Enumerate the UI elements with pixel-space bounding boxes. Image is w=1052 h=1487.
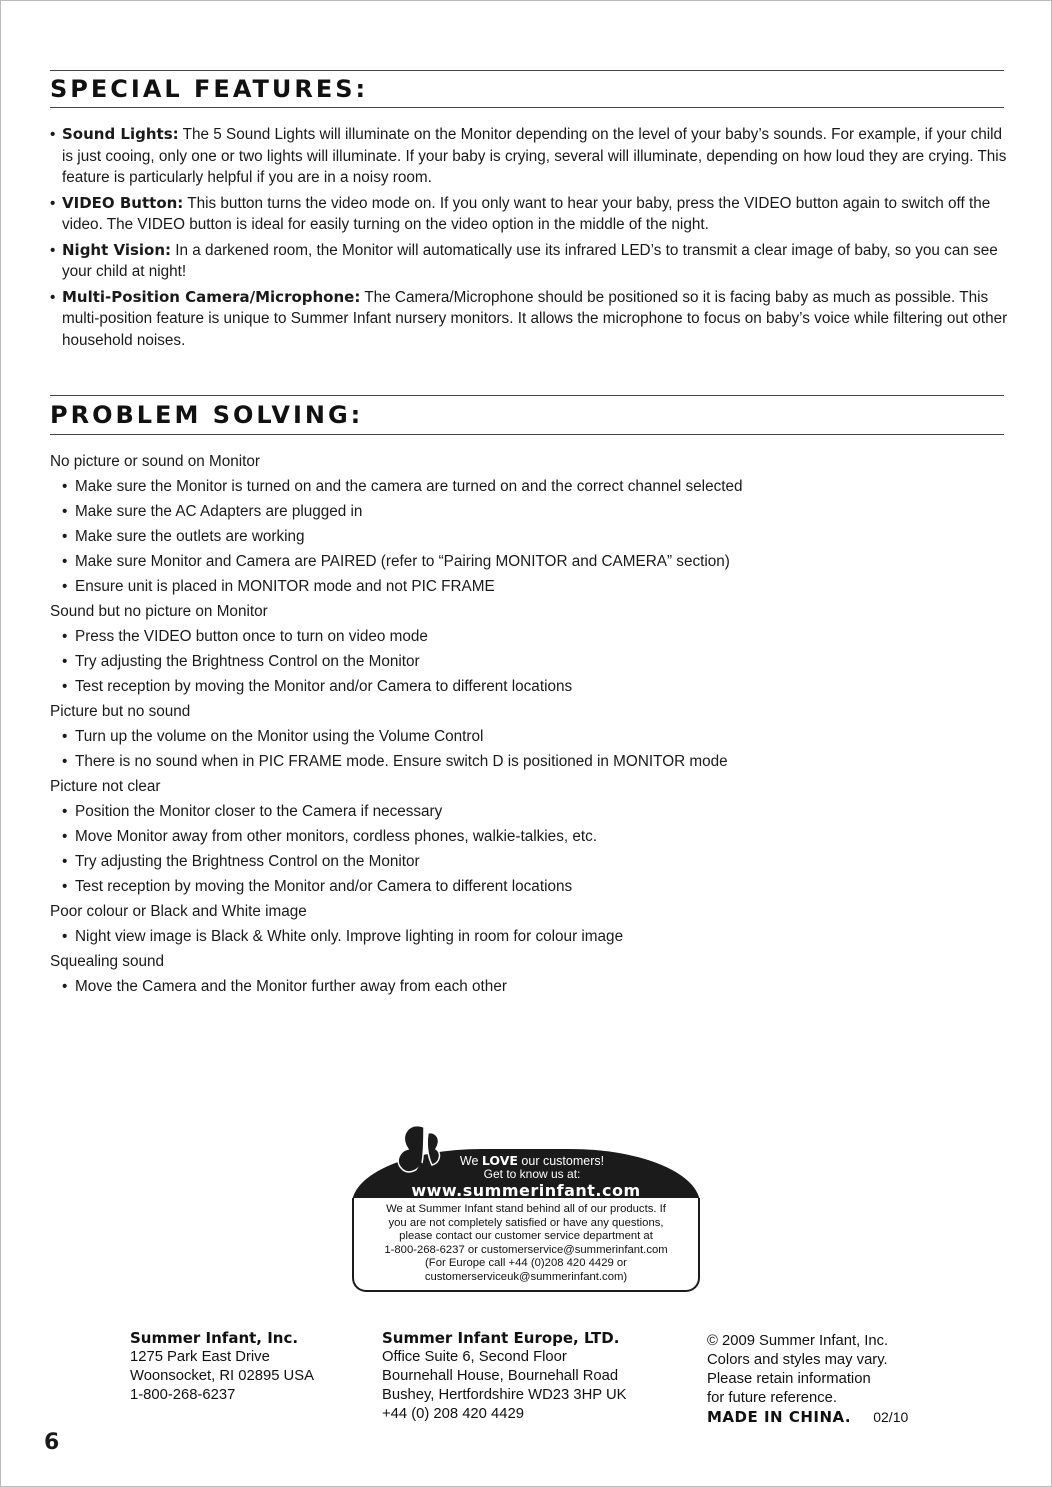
promo-love-line (447, 1154, 617, 1168)
tip-text: Move Monitor away from other monitors, cordless phones, walkie-talkies, etc. (75, 828, 597, 845)
bullet-icon: • (62, 553, 68, 570)
promo-body-line: (For Europe call +44 (0)208 420 4429 or (425, 1257, 627, 1270)
bullet-icon: • (62, 753, 68, 770)
problem-title: No picture or sound on Monitor (50, 453, 261, 470)
tip-item (50, 826, 1010, 847)
tip-text: Make sure Monitor and Camera are PAIRED (refer to “Pairing MONITOR and CAMERA” section) (75, 553, 730, 570)
tip-item (50, 751, 1010, 772)
tip-text: Test reception by moving the Monitor and/or Camera to different locations (75, 878, 573, 895)
promo-body-line: We at Summer Infant stand behind all of our products. If (386, 1203, 666, 1215)
problem-group (50, 451, 1010, 597)
feature-title: Multi-Position Camera/Microphone: (62, 287, 361, 306)
promo-body-line: you are not completely satisfied or have any questions, (388, 1216, 664, 1229)
bullet-icon: • (62, 803, 68, 820)
bullet-icon: • (62, 528, 68, 545)
feature-text: The 5 Sound Lights will illuminate on the Monitor depending on the level of your baby’s sounds. For example, if your child is just cooing, only one or two lights will illuminate. If your baby is crying, several will illuminate, depending on how loud they are crying. This feature is particularly helpful if you are in a noisy room. (62, 126, 1007, 186)
problem-group (50, 701, 1010, 772)
legal-line: Colors and styles may vary. (707, 1352, 888, 1368)
tip-text: Ensure unit is placed in MONITOR mode and not PIC FRAME (75, 578, 495, 595)
bullet-icon: • (62, 828, 68, 845)
date-code: 02/10 (873, 1409, 909, 1425)
tip-text: Turn up the volume on the Monitor using the Volume Control (75, 728, 484, 745)
tip-item (50, 676, 1010, 697)
tip-item (50, 626, 1010, 647)
tip-text: Test reception by moving the Monitor and/or Camera to different locations (75, 678, 573, 695)
tip-item (50, 876, 1010, 897)
problem-solving-list (50, 451, 1010, 1001)
promo-body-line: customerserviceuk@summerinfant.com) (424, 1270, 628, 1283)
feature-video-button (50, 193, 1010, 236)
tip-item (50, 851, 1010, 872)
problem-title: Picture not clear (50, 778, 161, 795)
promo-get-to-know: Get to know us at: (483, 1167, 581, 1181)
tip-item (50, 526, 1010, 547)
bullet-icon: • (62, 853, 68, 870)
tip-item (50, 926, 1010, 947)
address-europe (382, 1328, 627, 1424)
special-features-list (50, 124, 1010, 355)
problem-solving-header (50, 395, 1004, 435)
bullet-icon: • (62, 503, 68, 520)
bullet-icon: • (62, 728, 68, 745)
promo-body-line: 1-800-268-6237 or customerservice@summerinfant.com (384, 1243, 668, 1256)
address-line: Bushey, Hertfordshire WD23 3HP UK (382, 1387, 627, 1403)
problem-title: Squealing sound (50, 953, 164, 970)
bullet-icon: • (62, 928, 68, 945)
tip-item (50, 726, 1010, 747)
made-in-line (707, 1408, 908, 1428)
tip-text: Make sure the outlets are working (75, 528, 305, 545)
special-features-header (50, 70, 1004, 108)
tip-item (50, 551, 1010, 572)
problem-title: Poor colour or Black and White image (50, 903, 307, 920)
feature-multi-position (50, 287, 1010, 352)
bullet-icon: • (50, 288, 56, 306)
promo-body-line: please contact our customer service department at (399, 1230, 653, 1243)
problem-group (50, 951, 1010, 997)
feature-night-vision (50, 240, 1010, 283)
tip-text: Night view image is Black & White only. Improve lighting in room for colour image (75, 928, 624, 945)
company-name: Summer Infant Europe, LTD. (382, 1329, 620, 1347)
bullet-icon: • (62, 578, 68, 595)
promo-love: LOVE (481, 1153, 518, 1168)
bullet-icon: • (50, 241, 56, 259)
bullet-icon: • (62, 878, 68, 895)
bullet-icon: • (62, 653, 68, 670)
problem-group (50, 776, 1010, 897)
tip-item (50, 476, 1010, 497)
tip-text: Make sure the AC Adapters are plugged in (75, 503, 363, 520)
made-in-china: MADE IN CHINA. (707, 1408, 852, 1426)
butterfly-icon (390, 1123, 450, 1185)
feature-title: Night Vision: (62, 240, 172, 259)
tip-item (50, 651, 1010, 672)
company-name: Summer Infant, Inc. (130, 1329, 299, 1347)
tip-text: Try adjusting the Brightness Control on the Monitor (75, 853, 420, 870)
bullet-icon: • (62, 678, 68, 695)
address-line: 1275 Park East Drive (130, 1349, 270, 1365)
promo-our-customers: our customers! (521, 1154, 605, 1168)
legal-line: © 2009 Summer Infant, Inc. (707, 1333, 889, 1349)
tip-item (50, 801, 1010, 822)
feature-text: In a darkened room, the Monitor will automatically use its infrared LED’s to transmit a clear image of baby, so you can see your child at night! (62, 241, 998, 280)
address-line: Bournehall House, Bournehall Road (382, 1368, 619, 1384)
promo-url-link[interactable]: www.summerinfant.com (411, 1181, 641, 1200)
problem-group (50, 901, 1010, 947)
tip-text: Position the Monitor closer to the Camera if necessary (75, 803, 443, 820)
address-line: 1-800-268-6237 (130, 1387, 236, 1403)
address-line: +44 (0) 208 420 4429 (382, 1406, 524, 1422)
bullet-icon: • (62, 978, 68, 995)
problem-title: Sound but no picture on Monitor (50, 603, 268, 620)
feature-text: The Camera/Microphone should be positioned so it is facing baby as much as possible. This multi-position feature is unique to Summer Infant nursery monitors. It allows the microphone to focus on baby’s voice while filtering out other household noises. (62, 288, 1008, 349)
feature-title: VIDEO Button: (62, 193, 184, 212)
tip-text: Move the Camera and the Monitor further away from each other (75, 978, 507, 995)
address-line: Office Suite 6, Second Floor (382, 1349, 567, 1365)
tip-item (50, 576, 1010, 597)
bullet-icon: • (62, 628, 68, 645)
tip-item (50, 976, 1010, 997)
problem-title: Picture but no sound (50, 703, 191, 720)
feature-text: This button turns the video mode on. If you only want to hear your baby, press the VIDEO button again to switch off the video. The VIDEO button is ideal for easily turning on the video option in the middle of the night. (62, 194, 991, 233)
promo-body (358, 1203, 694, 1285)
tip-item (50, 501, 1010, 522)
legal-line: for future reference. (707, 1390, 837, 1406)
bullet-icon: • (50, 194, 56, 212)
legal-line: Please retain information (707, 1371, 871, 1387)
legal-notice (707, 1332, 908, 1428)
tip-text: Make sure the Monitor is turned on and the camera are turned on and the correct channel selected (75, 478, 743, 495)
feature-title: Sound Lights: (62, 125, 179, 143)
tip-text: Try adjusting the Brightness Control on the Monitor (75, 653, 420, 670)
special-features-heading: SPECIAL FEATURES: (50, 75, 369, 103)
tip-text: There is no sound when in PIC FRAME mode. Ensure switch D is positioned in MONITOR mode (75, 753, 728, 770)
page-number: 6 (44, 1430, 60, 1455)
bullet-icon: • (62, 478, 68, 495)
problem-solving-heading: PROBLEM SOLVING: (50, 401, 364, 429)
customer-promo-badge (352, 1123, 700, 1293)
address-us (130, 1328, 314, 1405)
promo-we: We (459, 1154, 479, 1168)
feature-sound-lights (50, 124, 1010, 189)
tip-text: Press the VIDEO button once to turn on video mode (75, 628, 428, 645)
bullet-icon: • (50, 126, 56, 143)
address-line: Woonsocket, RI 02895 USA (130, 1368, 314, 1384)
problem-group (50, 601, 1010, 697)
